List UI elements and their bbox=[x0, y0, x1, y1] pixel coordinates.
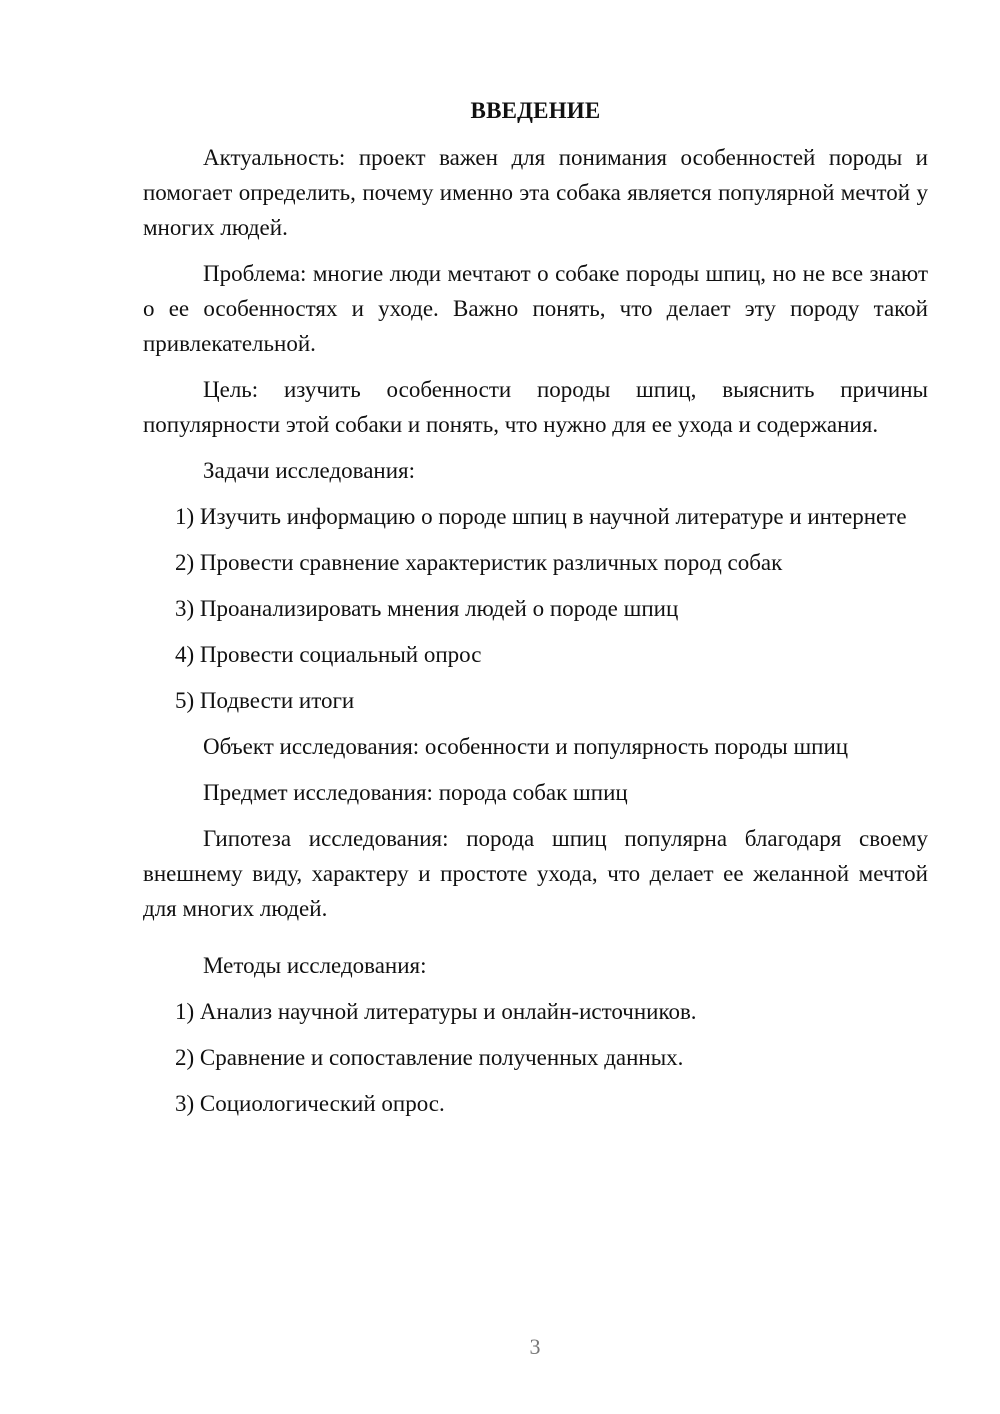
page-number: 3 bbox=[529, 1334, 541, 1359]
methods-heading: Методы исследования: bbox=[203, 953, 427, 978]
page-content bbox=[143, 94, 928, 1132]
task-item: 1) Изучить информацию о породе шпиц в научной литературе и интернете bbox=[175, 504, 907, 529]
task-item: 4) Провести социальный опрос bbox=[175, 642, 482, 667]
task-item: 2) Провести сравнение характеристик различных пород собак bbox=[175, 550, 783, 575]
goal-paragraph: Цель: изучить особенности породы шпиц, выяснить причины популярности этой собаки и понять, что нужно для ее ухода и содержания. bbox=[143, 377, 928, 437]
object-paragraph: Объект исследования: особенности и популярность породы шпиц bbox=[203, 734, 849, 759]
relevance-paragraph: Актуальность: проект важен для понимания особенностей породы и помогает определить, почему именно эта собака является популярной мечтой у многих людей. bbox=[143, 145, 928, 240]
task-item: 5) Подвести итоги bbox=[175, 688, 355, 713]
problem-paragraph: Проблема: многие люди мечтают о собаке породы шпиц, но не все знают о ее особенностях и уходе. Важно понять, что делает эту породу такой привлекательной. bbox=[143, 261, 928, 356]
task-item: 3) Проанализировать мнения людей о породе шпиц bbox=[175, 596, 679, 621]
page-title: ВВЕДЕНИЕ bbox=[470, 98, 601, 123]
method-item: 3) Социологический опрос. bbox=[175, 1091, 445, 1116]
subject-paragraph: Предмет исследования: порода собак шпиц bbox=[203, 780, 628, 805]
hypothesis-paragraph: Гипотеза исследования: порода шпиц популярна благодаря своему внешнему виду, характеру и простоте ухода, что делает ее желанной мечтой для многих людей. bbox=[143, 826, 928, 921]
tasks-heading: Задачи исследования: bbox=[203, 458, 416, 483]
method-item: 2) Сравнение и сопоставление полученных данных. bbox=[175, 1045, 684, 1070]
method-item: 1) Анализ научной литературы и онлайн-источников. bbox=[175, 999, 697, 1024]
